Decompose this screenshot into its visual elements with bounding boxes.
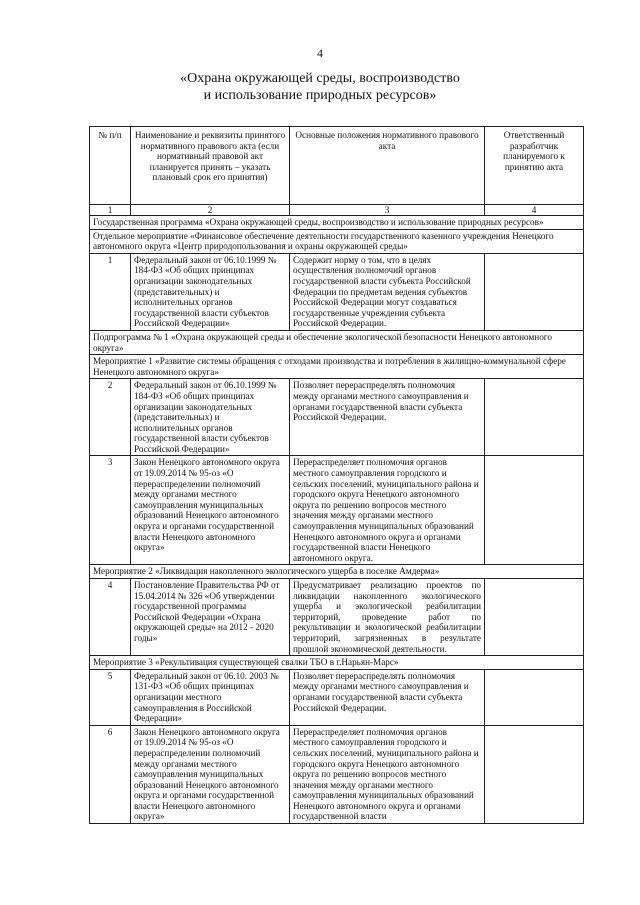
header-responsible: Ответственный разработчик планируемого к принятию акта — [485, 127, 584, 205]
header-provisions: Основные положения нормативного правового акта — [290, 127, 485, 205]
section-row — [90, 330, 584, 354]
act-name: Закон Ненецкого автономного округа от 19.09.2014 № 95-оз «О перераспределении полномочий между органами местного самоуправления муниципальных образований Ненецкого автономного округа и органами государственной власти Ненецкого автономного округа» — [131, 456, 290, 565]
section-row — [90, 355, 584, 379]
act-responsible — [485, 253, 584, 330]
act-provisions: Перераспределяет полномочия органов местного самоуправления городского и сельских поселений, муниципального района и городского округа Ненецкого автономного округа по решению вопросов местного значения между органами местного самоуправления муниципальных образований Ненецкого автономного округа и органами государственной власти Ненецкого автономного округа. — [290, 456, 485, 565]
header-name: Наименование и реквизиты принятого нормативного правового акта (если нормативный правовой акт планируется принять – указать плановый срок его принятия) — [131, 127, 290, 205]
act-responsible — [485, 725, 584, 823]
section-row — [90, 656, 584, 670]
act-provisions: Предусматривает реализацию проектов по ликвидации накопленного экологического ущерба и экологической реабилитации территорий, проведение работ по рекультивации и экологической реабилитации территорий, загрязненных в результате прошлой экономической деятельности. — [290, 579, 485, 656]
section-row — [90, 229, 584, 253]
section-subprogram: Подпрограмма № 1 «Охрана окружающей среды и обеспечение экологической безопасности Ненецкого автономного округа» — [90, 330, 584, 354]
act-name: Закон Ненецкого автономного округа от 19.09.2014 № 95-оз «О перераспределении полномочий между органами местного самоуправления муниципальных образований Ненецкого автономного округа и органами государственной власти Ненецкого автономного округа» — [131, 725, 290, 823]
act-provisions: Перераспределяет полномочия органов местного самоуправления городского и сельских поселений, муниципального района и городского округа Ненецкого автономного округа по решению вопросов местного значения между органами местного самоуправления муниципальных образований Ненецкого автономного округа и органами государственной власти — [290, 725, 485, 823]
title-line-2: и использование природных ресурсов» — [203, 88, 437, 103]
index-cell: 2 — [131, 205, 290, 216]
section-event: Мероприятие 1 «Развитие системы обращения с отходами производства и потребления в жилищно-коммунальной сфере Ненецкого автономного округа» — [90, 355, 584, 379]
index-cell: 4 — [485, 205, 584, 216]
row-number: 3 — [90, 456, 131, 565]
table-row — [90, 579, 584, 656]
header-num: № п/п — [90, 127, 131, 205]
row-number: 2 — [90, 379, 131, 456]
section-row — [90, 216, 584, 230]
index-cell: 3 — [290, 205, 485, 216]
act-name: Федеральный закон от 06.10. 2003 № 131-ФЗ «Об общих принципах организации местного самоуправления в Российской Федерации» — [131, 669, 290, 725]
page-title — [0, 70, 640, 104]
section-event: Мероприятие 3 «Рекультивация существующей свалки ТБО в г.Нарьян-Марс» — [90, 656, 584, 670]
table-row — [90, 669, 584, 725]
act-responsible — [485, 379, 584, 456]
act-name: Постановление Правительства РФ от 15.04.2014 № 326 «Об утверждении государственной программы Российской Федерации «Охрана окружающей среды» на 2012 - 2020 годы» — [131, 579, 290, 656]
act-responsible — [485, 579, 584, 656]
act-provisions: Позволяет перераспределять полномочия между органами местного самоуправления и органами государственной власти субъекта Российской Федерации. — [290, 379, 485, 456]
row-number: 5 — [90, 669, 131, 725]
row-number: 1 — [90, 253, 131, 330]
act-responsible — [485, 669, 584, 725]
section-row — [90, 565, 584, 579]
section-program: Государственная программа «Охрана окружающей среды, воспроизводство и использование природных ресурсов» — [90, 216, 584, 230]
table-row — [90, 379, 584, 456]
act-provisions: Позволяет перераспределять полномочия между органами местного самоуправления и органами государственной власти субъекта Российской Федерации. — [290, 669, 485, 725]
table-row — [90, 253, 584, 330]
row-number: 6 — [90, 725, 131, 823]
act-provisions: Содержит норму о том, что в целях осуществления полномочий органов государственной власти субъекта Российской Федерации по предметам ведения субъектов Российской Федерации могут создаваться государственные учреждения субъекта Российской Федерации. — [290, 253, 485, 330]
index-row — [90, 205, 584, 216]
legal-acts-table — [89, 126, 583, 824]
act-responsible — [485, 456, 584, 565]
table-row — [90, 456, 584, 565]
header-row — [90, 127, 584, 205]
section-separate-event: Отдельное мероприятие «Финансовое обеспечение деятельности государственного казенного учреждения Ненецкого автономного округа «Центр природопользования и охраны окружающей среды» — [90, 229, 584, 253]
index-cell: 1 — [90, 205, 131, 216]
act-name: Федеральный закон от 06.10.1999 № 184-ФЗ «Об общих принципах организации законодательных (представительных) и исполнительных органов государственной власти субъектов Российской Федерации» — [131, 379, 290, 456]
title-line-1: «Охрана окружающей среды, воспроизводство — [180, 71, 460, 86]
section-event: Мероприятие 2 «Ликвидация накопленного экологического ущерба в поселке Амдерма» — [90, 565, 584, 579]
page-number: 4 — [317, 46, 323, 60]
row-number: 4 — [90, 579, 131, 656]
table-row — [90, 725, 584, 823]
act-name: Федеральный закон от 06.10.1999 № 184-ФЗ «Об общих принципах организации законодательных (представительных) и исполнительных органов государственной власти субъектов Российской Федерации» — [131, 253, 290, 330]
